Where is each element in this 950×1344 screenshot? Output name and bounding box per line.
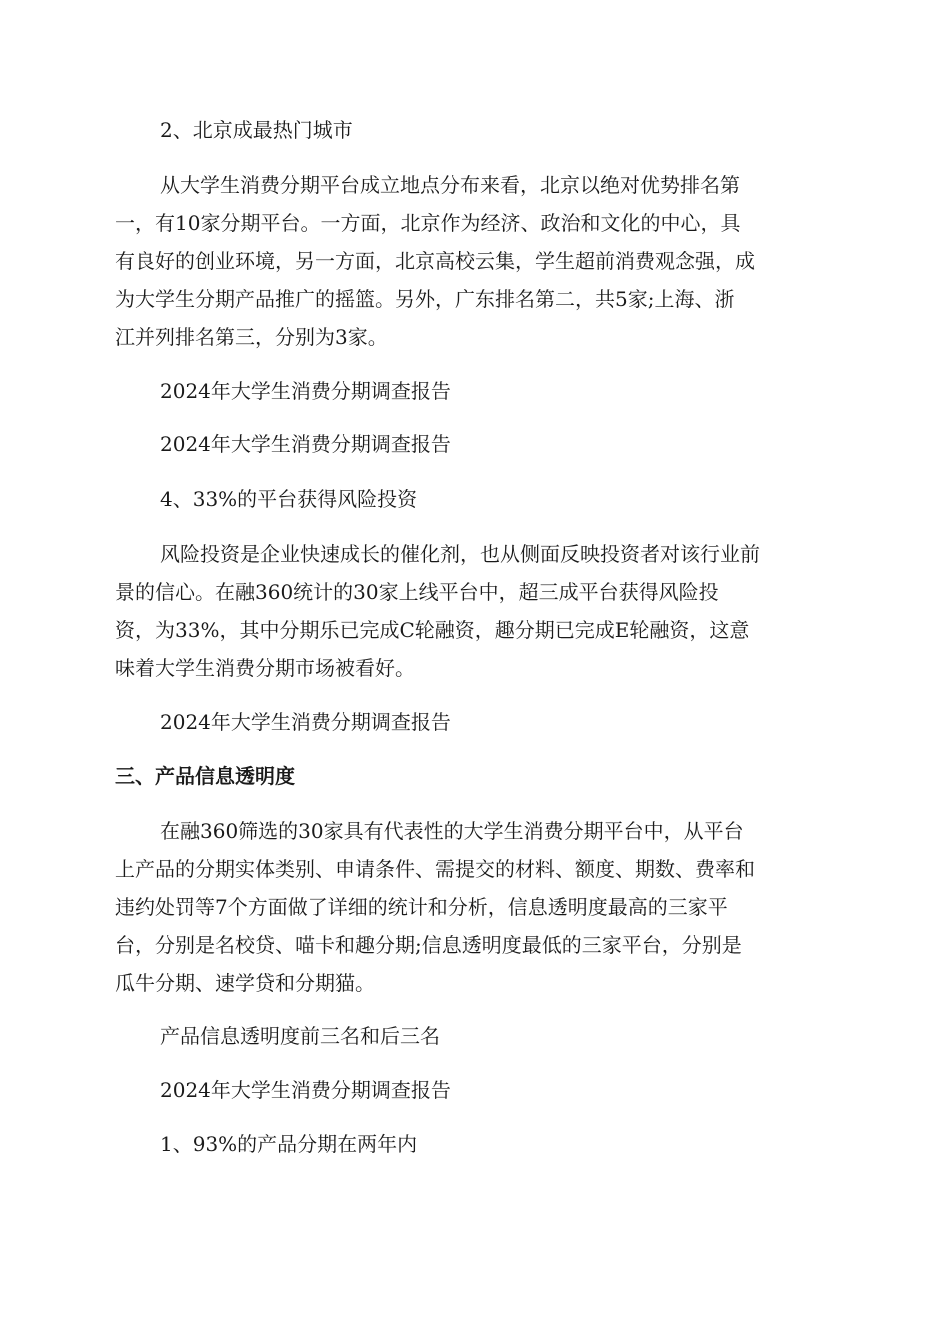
paragraph-line: 有良好的创业环境，另一方面，北京高校云集，学生超前消费观念强，成 [115, 249, 755, 273]
section-subheading-installments: 1、93%的产品分期在两年内 [160, 1132, 418, 1156]
report-caption: 2024年大学生消费分期调查报告 [160, 1078, 451, 1102]
paragraph-line: 资，为33%，其中分期乐已完成C轮融资，趣分期已完成E轮融资，这意 [115, 618, 750, 642]
report-caption: 2024年大学生消费分期调查报告 [160, 379, 451, 403]
paragraph-transparency [115, 812, 835, 1002]
section-subheading-venture: 4、33%的平台获得风险投资 [160, 487, 418, 511]
paragraph-line: 上产品的分期实体类别、申请条件、需提交的材料、额度、期数、费率和 [115, 857, 755, 881]
report-caption: 2024年大学生消费分期调查报告 [160, 432, 451, 456]
paragraph-line: 味着大学生消费分期市场被看好。 [115, 656, 415, 680]
table-caption: 产品信息透明度前三名和后三名 [160, 1024, 440, 1048]
paragraph-line: 景的信心。在融360统计的30家上线平台中，超三成平台获得风险投 [115, 580, 719, 604]
paragraph-line: 在融360筛选的30家具有代表性的大学生消费分期平台中，从平台 [160, 819, 744, 843]
paragraph-venture-capital [115, 535, 835, 687]
paragraph-line: 从大学生消费分期平台成立地点分布来看，北京以绝对优势排名第 [160, 173, 740, 197]
paragraph-location-distribution [115, 166, 835, 356]
paragraph-line: 风险投资是企业快速成长的催化剂，也从侧面反映投资者对该行业前 [160, 542, 760, 566]
paragraph-line: 瓜牛分期、速学贷和分期猫。 [115, 971, 375, 995]
section-subheading-beijing: 2、北京成最热门城市 [160, 118, 353, 142]
report-caption: 2024年大学生消费分期调查报告 [160, 710, 451, 734]
paragraph-line: 一，有10家分期平台。一方面，北京作为经济、政治和文化的中心，具 [115, 211, 741, 235]
paragraph-line: 江并列排名第三，分别为3家。 [115, 325, 388, 349]
paragraph-line: 为大学生分期产品推广的摇篮。另外，广东排名第二，共5家;上海、浙 [115, 287, 735, 311]
section-heading-transparency: 三、产品信息透明度 [115, 764, 295, 788]
paragraph-line: 违约处罚等7个方面做了详细的统计和分析，信息透明度最高的三家平 [115, 895, 728, 919]
paragraph-line: 台，分别是名校贷、喵卡和趣分期;信息透明度最低的三家平台，分别是 [115, 933, 742, 957]
